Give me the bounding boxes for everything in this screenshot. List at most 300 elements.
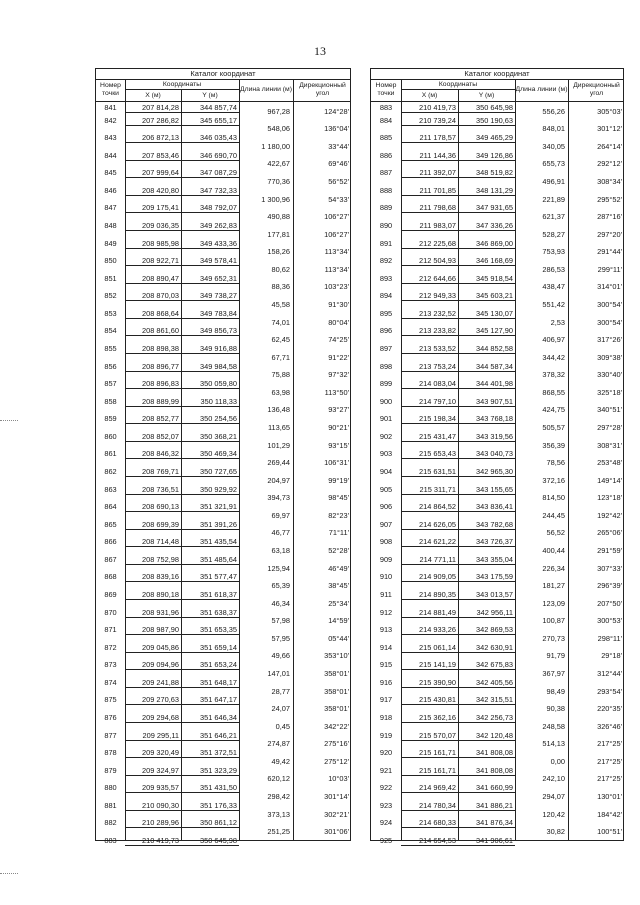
line-length: 136,48 xyxy=(267,405,290,415)
line-length: 49,42 xyxy=(271,756,290,766)
segment-row xyxy=(371,229,623,241)
point-number: 885 xyxy=(379,133,393,143)
line-length: 868,55 xyxy=(542,387,565,397)
x-coordinate: 208 868,64 xyxy=(142,308,179,318)
direction-angle: 106°27' xyxy=(324,212,349,222)
direction-angle: 297°28' xyxy=(597,423,622,433)
direction-angle: 300°54' xyxy=(597,317,622,327)
point-number: 844 xyxy=(104,150,117,160)
point-number: 872 xyxy=(104,642,117,652)
point-number: 902 xyxy=(379,431,393,441)
table-body xyxy=(95,101,351,845)
y-coordinate: 351 653,35 xyxy=(200,625,237,635)
segment-row xyxy=(96,510,350,522)
segment-row xyxy=(371,422,623,434)
segment-row xyxy=(96,123,350,135)
segment-row xyxy=(371,176,623,188)
x-coordinate: 215 311,71 xyxy=(419,484,456,494)
x-coordinate: 214 864,52 xyxy=(419,502,456,512)
segment-row xyxy=(96,246,350,258)
point-number: 877 xyxy=(104,730,117,740)
point-number: 867 xyxy=(104,554,117,564)
line-length: 75,88 xyxy=(271,370,290,380)
direction-angle: 29°18' xyxy=(601,651,622,661)
y-coordinate: 351 659,14 xyxy=(200,642,237,652)
segment-row xyxy=(96,598,350,610)
segment-row xyxy=(371,703,623,715)
line-length: 848,01 xyxy=(542,124,565,134)
col-header-y: Y (м) xyxy=(478,92,495,99)
y-coordinate: 348 519,82 xyxy=(476,168,513,178)
segment-row xyxy=(96,229,350,241)
col-header-x: X (м) xyxy=(421,92,438,99)
direction-angle: 301°14' xyxy=(324,792,349,801)
line-length: 123,09 xyxy=(542,598,565,608)
y-coordinate: 349 916,88 xyxy=(200,343,237,353)
x-coordinate: 213 533,52 xyxy=(419,343,456,353)
point-number: 862 xyxy=(104,466,117,476)
direction-angle: 358°01' xyxy=(324,686,349,696)
segment-row xyxy=(371,510,623,522)
line-length: 655,73 xyxy=(542,159,565,169)
col-header-coords: Координаты xyxy=(438,80,478,88)
line-length: 181,27 xyxy=(542,581,565,591)
y-coordinate: 350 645,98 xyxy=(200,835,237,845)
direction-angle: 358°01' xyxy=(324,669,349,679)
y-coordinate: 343 782,68 xyxy=(476,519,513,529)
line-length: 98,49 xyxy=(546,686,565,696)
line-length: 56,52 xyxy=(546,528,565,538)
segment-row xyxy=(371,598,623,610)
segment-row xyxy=(96,721,350,733)
y-coordinate: 343 175,59 xyxy=(476,572,513,582)
x-coordinate: 208 846,32 xyxy=(142,449,179,459)
x-coordinate: 214 780,34 xyxy=(419,800,456,810)
y-coordinate: 344 857,74 xyxy=(200,103,237,112)
segment-row xyxy=(96,492,350,504)
direction-angle: 10°03' xyxy=(328,774,349,784)
x-coordinate: 208 861,60 xyxy=(142,326,179,336)
line-length: 490,88 xyxy=(267,212,290,222)
segment-row xyxy=(371,686,623,698)
y-coordinate: 343 155,65 xyxy=(476,484,513,494)
line-length: 514,13 xyxy=(542,739,565,749)
x-coordinate: 208 898,38 xyxy=(142,343,179,353)
line-length: 556,26 xyxy=(542,106,565,116)
line-length: 67,71 xyxy=(271,352,290,362)
point-number: 915 xyxy=(379,660,393,670)
y-coordinate: 351 647,17 xyxy=(200,695,237,705)
x-coordinate: 211 701,85 xyxy=(419,185,456,195)
point-number: 888 xyxy=(379,185,393,195)
point-number: 906 xyxy=(379,502,393,512)
point-number: 894 xyxy=(379,291,393,301)
x-coordinate: 211 392,07 xyxy=(419,168,456,178)
direction-angle: 38°45' xyxy=(328,581,349,591)
direction-angle: 113°50' xyxy=(324,387,349,397)
point-number: 850 xyxy=(104,256,117,266)
x-coordinate: 208 852,77 xyxy=(142,414,179,424)
point-number: 896 xyxy=(379,326,393,336)
line-length: 78,56 xyxy=(546,458,565,468)
y-coordinate: 351 653,24 xyxy=(200,660,237,670)
x-coordinate: 214 881,49 xyxy=(419,607,456,617)
x-coordinate: 208 714,48 xyxy=(142,537,179,547)
y-coordinate: 348 792,07 xyxy=(200,203,237,213)
direction-angle: 54°33' xyxy=(328,194,349,204)
point-number: 890 xyxy=(379,220,393,230)
y-coordinate: 349 652,31 xyxy=(200,273,237,283)
segment-row xyxy=(96,686,350,698)
line-length: 204,97 xyxy=(267,475,290,485)
direction-angle: 106°31' xyxy=(324,458,349,468)
segment-row xyxy=(371,246,623,258)
direction-angle: 308°34' xyxy=(597,177,622,187)
segment-row xyxy=(96,299,350,311)
segment-row xyxy=(371,299,623,311)
line-length: 356,39 xyxy=(542,440,565,450)
segment-row xyxy=(371,668,623,680)
y-coordinate: 351 646,34 xyxy=(200,712,237,722)
segment-row xyxy=(371,527,623,539)
y-coordinate: 349 465,29 xyxy=(476,133,513,143)
x-coordinate: 212 949,33 xyxy=(419,291,456,301)
direction-angle: 90°21' xyxy=(328,423,349,433)
direction-angle: 74°25' xyxy=(328,335,349,345)
point-number: 908 xyxy=(379,537,393,547)
direction-angle: 287°16' xyxy=(597,212,622,222)
point-number: 898 xyxy=(379,361,393,371)
point-number: 920 xyxy=(379,748,393,758)
direction-angle: 192°42' xyxy=(597,510,622,520)
segment-row xyxy=(96,369,350,381)
direction-angle: 14°59' xyxy=(328,616,349,626)
segment-row xyxy=(371,738,623,750)
segment-row xyxy=(371,721,623,733)
point-number: 901 xyxy=(379,414,393,424)
point-number: 891 xyxy=(379,238,393,248)
point-number: 900 xyxy=(379,396,393,406)
y-coordinate: 343 013,57 xyxy=(476,589,513,599)
point-number: 895 xyxy=(379,308,393,318)
point-number: 843 xyxy=(104,133,117,143)
point-number: 847 xyxy=(104,203,117,213)
point-number: 866 xyxy=(104,537,117,547)
segment-row xyxy=(96,809,350,821)
segment-row xyxy=(371,440,623,452)
y-coordinate: 350 929,92 xyxy=(200,484,237,494)
x-coordinate: 215 161,71 xyxy=(419,765,456,775)
line-length: 422,67 xyxy=(267,159,290,169)
y-coordinate: 351 391,26 xyxy=(200,519,237,529)
direction-angle: 300°54' xyxy=(597,300,622,310)
line-length: 344,42 xyxy=(542,352,565,362)
y-coordinate: 349 433,36 xyxy=(200,238,237,248)
direction-angle: 358°01' xyxy=(324,704,349,714)
direction-angle: 295°52' xyxy=(597,194,622,204)
col-header-coords: Координаты xyxy=(162,80,202,88)
x-coordinate: 208 896,77 xyxy=(142,361,179,371)
y-coordinate: 345 918,54 xyxy=(476,273,513,283)
x-coordinate: 215 631,51 xyxy=(419,466,456,476)
x-coordinate: 209 324,97 xyxy=(142,765,179,775)
direction-angle: 217°25' xyxy=(597,739,622,749)
line-length: 394,73 xyxy=(267,493,290,503)
y-coordinate: 351 648,17 xyxy=(200,677,237,687)
segment-row xyxy=(96,773,350,785)
x-coordinate: 212 225,68 xyxy=(419,238,456,248)
y-coordinate: 348 131,29 xyxy=(476,185,513,195)
y-coordinate: 343 726,37 xyxy=(476,537,513,547)
line-length: 0,00 xyxy=(550,756,565,766)
segment-row xyxy=(371,580,623,592)
line-length: 248,58 xyxy=(542,721,565,731)
y-coordinate: 342 675,83 xyxy=(476,660,513,670)
point-number: 887 xyxy=(379,168,393,178)
x-coordinate: 207 814,28 xyxy=(142,103,179,112)
line-length: 57,98 xyxy=(271,616,290,626)
y-coordinate: 351 646,21 xyxy=(200,730,237,740)
x-coordinate: 210 739,24 xyxy=(419,115,456,125)
line-length: 551,42 xyxy=(542,300,565,310)
point-number: 914 xyxy=(379,642,393,652)
point-number: 874 xyxy=(104,677,117,687)
segment-row xyxy=(96,281,350,293)
line-length: 88,36 xyxy=(271,282,290,292)
line-length: 340,05 xyxy=(542,141,565,151)
point-number: 865 xyxy=(104,519,117,529)
line-length: 125,94 xyxy=(267,563,290,573)
y-coordinate: 349 783,84 xyxy=(200,308,237,318)
point-number: 848 xyxy=(104,220,117,230)
y-coordinate: 342 869,53 xyxy=(476,625,513,635)
direction-angle: 82°23' xyxy=(328,510,349,520)
segment-row xyxy=(96,545,350,557)
direction-angle: 98°45' xyxy=(328,493,349,503)
segment-row xyxy=(96,756,350,768)
x-coordinate: 208 987,90 xyxy=(142,625,179,635)
line-length: 30,82 xyxy=(546,827,565,837)
direction-angle: 91°22' xyxy=(328,352,349,362)
line-length: 1 180,00 xyxy=(261,141,290,151)
segment-row xyxy=(96,615,350,627)
x-coordinate: 208 852,07 xyxy=(142,431,179,441)
point-number: 863 xyxy=(104,484,117,494)
direction-angle: 326°46' xyxy=(597,721,622,731)
point-number: 845 xyxy=(104,168,117,178)
segment-row xyxy=(96,404,350,416)
segment-row xyxy=(371,809,623,821)
y-coordinate: 347 931,65 xyxy=(476,203,513,213)
point-number: 924 xyxy=(379,818,393,828)
point-number: 905 xyxy=(379,484,393,494)
segment-row xyxy=(96,106,350,118)
x-coordinate: 210 090,30 xyxy=(142,800,179,810)
line-length: 74,01 xyxy=(271,317,290,327)
direction-angle: 296°39' xyxy=(597,581,622,591)
x-coordinate: 214 909,05 xyxy=(419,572,456,582)
segment-row xyxy=(96,475,350,487)
col-header-point-no: Номер точки xyxy=(100,82,121,97)
direction-angle: 99°19' xyxy=(328,475,349,485)
direction-angle: 292°12' xyxy=(597,159,622,169)
line-length: 505,57 xyxy=(542,423,565,433)
point-number: 897 xyxy=(379,343,393,353)
y-coordinate: 350 118,33 xyxy=(200,396,237,406)
direction-angle: 325°18' xyxy=(597,387,622,397)
y-coordinate: 343 768,18 xyxy=(476,414,513,424)
x-coordinate: 208 752,98 xyxy=(142,554,179,564)
direction-angle: 103°23' xyxy=(324,282,349,292)
line-length: 24,07 xyxy=(271,704,290,714)
x-coordinate: 211 178,57 xyxy=(419,133,456,143)
x-coordinate: 214 083,04 xyxy=(419,379,456,389)
y-coordinate: 342 405,56 xyxy=(476,677,513,687)
segment-row xyxy=(96,158,350,170)
col-header-x: X (м) xyxy=(145,92,161,99)
direction-angle: 97°32' xyxy=(328,370,349,380)
line-length: 2,53 xyxy=(550,317,565,327)
line-length: 0,45 xyxy=(275,721,290,731)
point-number: 873 xyxy=(104,660,117,670)
point-number: 884 xyxy=(379,115,393,125)
x-coordinate: 209 270,63 xyxy=(142,695,179,705)
line-length: 372,16 xyxy=(542,475,565,485)
line-length: 46,34 xyxy=(271,598,290,608)
direction-angle: 293°54' xyxy=(597,686,622,696)
point-number: 868 xyxy=(104,572,117,582)
y-coordinate: 343 907,51 xyxy=(476,396,513,406)
direction-angle: 149°14' xyxy=(597,475,622,485)
y-coordinate: 351 176,33 xyxy=(200,800,237,810)
direction-angle: 52°28' xyxy=(328,546,349,556)
y-coordinate: 342 956,11 xyxy=(476,607,513,617)
line-length: 753,93 xyxy=(542,247,565,257)
segment-row xyxy=(371,106,623,118)
point-number: 916 xyxy=(379,677,393,687)
y-coordinate: 350 727,65 xyxy=(200,466,237,476)
segment-row xyxy=(96,791,350,803)
x-coordinate: 215 570,07 xyxy=(419,730,456,740)
segment-row xyxy=(96,650,350,662)
line-length: 424,75 xyxy=(542,405,565,415)
line-length: 113,65 xyxy=(267,423,290,433)
direction-angle: 123°18' xyxy=(597,493,622,503)
point-number: 853 xyxy=(104,308,117,318)
point-number: 851 xyxy=(104,273,117,283)
point-number: 923 xyxy=(379,800,393,810)
y-coordinate: 345 127,90 xyxy=(476,326,513,336)
direction-angle: 298°11' xyxy=(597,633,622,643)
x-coordinate: 215 141,19 xyxy=(419,660,456,670)
x-coordinate: 215 430,81 xyxy=(419,695,456,705)
line-length: 294,07 xyxy=(542,792,565,801)
x-coordinate: 210 289,96 xyxy=(142,818,179,828)
x-coordinate: 213 233,82 xyxy=(419,326,456,336)
direction-angle: 136°04' xyxy=(324,124,349,134)
x-coordinate: 214 654,53 xyxy=(419,835,456,845)
line-length: 621,37 xyxy=(542,212,565,222)
line-length: 101,29 xyxy=(267,440,290,450)
segment-row xyxy=(371,369,623,381)
x-coordinate: 215 161,71 xyxy=(419,748,456,758)
x-coordinate: 206 872,13 xyxy=(142,133,179,143)
x-coordinate: 207 853,46 xyxy=(142,150,179,160)
line-length: 226,34 xyxy=(542,563,565,573)
line-length: 528,27 xyxy=(542,229,565,239)
x-coordinate: 214 626,05 xyxy=(419,519,456,529)
x-coordinate: 209 045,86 xyxy=(142,642,179,652)
direction-angle: 353°10' xyxy=(324,651,349,661)
direction-angle: 309°38' xyxy=(597,352,622,362)
direction-angle: 93°27' xyxy=(328,405,349,415)
line-length: 378,32 xyxy=(542,370,565,380)
page-number: 13 xyxy=(314,44,326,58)
line-length: 45,58 xyxy=(271,300,290,310)
segment-row xyxy=(96,317,350,329)
y-coordinate: 342 315,51 xyxy=(476,695,513,705)
y-coordinate: 351 435,54 xyxy=(200,537,237,547)
point-number: 889 xyxy=(379,203,393,213)
y-coordinate: 349 262,83 xyxy=(200,220,237,230)
y-coordinate: 349 126,86 xyxy=(476,150,513,160)
line-length: 80,62 xyxy=(271,264,290,274)
coordinate-catalog-table-left xyxy=(95,68,351,845)
x-coordinate: 208 985,98 xyxy=(142,238,179,248)
point-number: 913 xyxy=(379,625,393,635)
direction-angle: 124°28' xyxy=(324,106,349,116)
line-length: 147,01 xyxy=(267,669,290,679)
direction-angle: 301°12' xyxy=(597,124,622,134)
segment-row xyxy=(96,703,350,715)
y-coordinate: 351 638,37 xyxy=(200,607,237,617)
x-coordinate: 208 890,18 xyxy=(142,589,179,599)
x-coordinate: 208 922,71 xyxy=(142,256,179,266)
x-coordinate: 215 431,47 xyxy=(419,431,456,441)
line-length: 251,25 xyxy=(267,827,290,837)
point-number: 876 xyxy=(104,712,117,722)
direction-angle: 264°14' xyxy=(597,141,622,151)
direction-angle: 100°51' xyxy=(597,827,622,837)
segment-row xyxy=(96,141,350,153)
x-coordinate: 208 870,03 xyxy=(142,291,179,301)
segment-row xyxy=(96,668,350,680)
line-length: 244,45 xyxy=(542,510,565,520)
direction-angle: 300°53' xyxy=(597,616,622,626)
point-number: 857 xyxy=(104,379,117,389)
table-title: Каталог координат xyxy=(96,69,350,80)
y-coordinate: 341 660,99 xyxy=(476,783,513,793)
point-number: 878 xyxy=(104,748,117,758)
segment-row xyxy=(96,194,350,206)
y-coordinate: 341 886,21 xyxy=(476,800,513,810)
segment-row xyxy=(371,615,623,627)
direction-angle: 291°44' xyxy=(597,247,622,257)
line-length: 620,12 xyxy=(267,774,290,784)
segment-row xyxy=(371,404,623,416)
direction-angle: 71°11' xyxy=(328,528,349,538)
y-coordinate: 349 856,73 xyxy=(200,326,237,336)
point-number: 883 xyxy=(104,835,117,845)
x-coordinate: 213 753,24 xyxy=(419,361,456,371)
y-coordinate: 350 368,21 xyxy=(200,431,237,441)
point-number: 875 xyxy=(104,695,117,705)
line-length: 65,39 xyxy=(271,581,290,591)
direction-angle: 275°12' xyxy=(324,756,349,766)
x-coordinate: 207 286,82 xyxy=(142,115,179,125)
line-length: 548,06 xyxy=(267,124,290,134)
segment-row xyxy=(96,334,350,346)
